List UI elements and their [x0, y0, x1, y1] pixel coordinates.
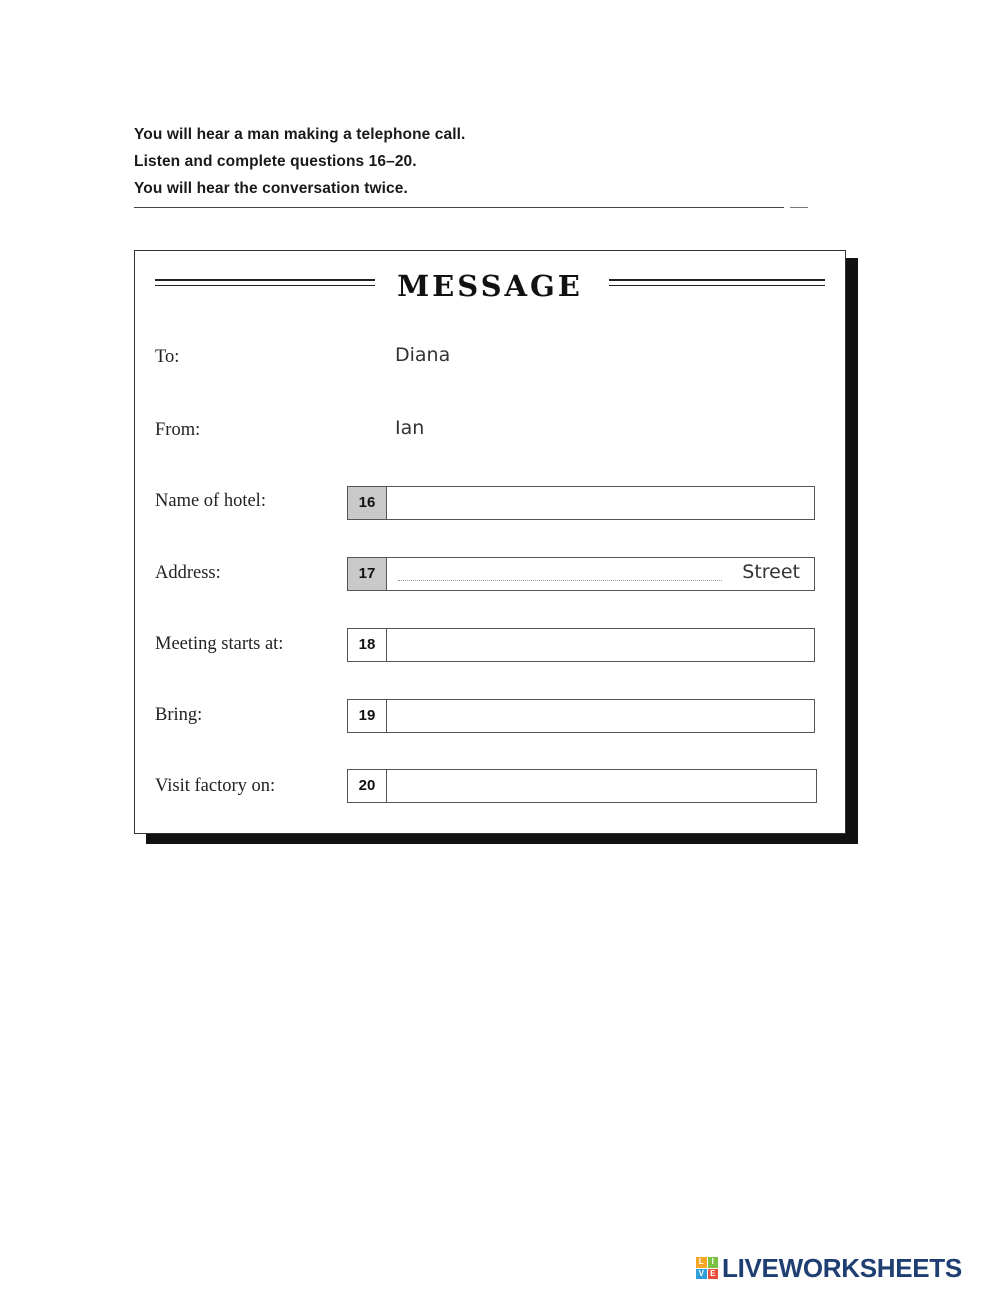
answer-field-17[interactable]	[347, 557, 815, 591]
title-rule-right	[609, 279, 825, 286]
answer-field-16[interactable]	[347, 486, 815, 520]
instructions	[134, 121, 854, 202]
instruction-line: You will hear a man making a telephone call.	[134, 126, 466, 143]
from-value: Ian	[395, 417, 425, 439]
divider	[790, 207, 808, 208]
question-number: 17	[348, 558, 387, 590]
message-card	[134, 250, 846, 834]
instruction-line: You will hear the conversation twice.	[134, 180, 408, 197]
instruction-line: Listen and complete questions 16–20.	[134, 153, 417, 170]
field-label-address: Address:	[155, 563, 221, 583]
brand-logo	[696, 1253, 962, 1283]
question-number: 20	[348, 770, 387, 802]
to-label: To:	[155, 347, 180, 367]
answer-field-18[interactable]	[347, 628, 815, 662]
brand-name: LIVEWORKSHEETS	[722, 1252, 962, 1283]
address-suffix: Street	[742, 561, 800, 583]
to-value: Diana	[395, 344, 451, 366]
field-label-meeting: Meeting starts at:	[155, 634, 284, 654]
message-title: MESSAGE	[397, 269, 583, 303]
question-number: 19	[348, 700, 387, 732]
divider	[134, 207, 784, 208]
from-label: From:	[155, 420, 201, 440]
dotted-line	[398, 580, 722, 581]
liveworksheets-logo-icon: L I V E	[696, 1257, 718, 1279]
question-number: 16	[348, 487, 387, 519]
answer-field-19[interactable]	[347, 699, 815, 733]
question-number: 18	[348, 629, 387, 661]
answer-field-20[interactable]	[347, 769, 817, 803]
field-label-hotel: Name of hotel:	[155, 491, 266, 511]
field-label-factory: Visit factory on:	[155, 776, 276, 796]
field-label-bring: Bring:	[155, 705, 203, 725]
